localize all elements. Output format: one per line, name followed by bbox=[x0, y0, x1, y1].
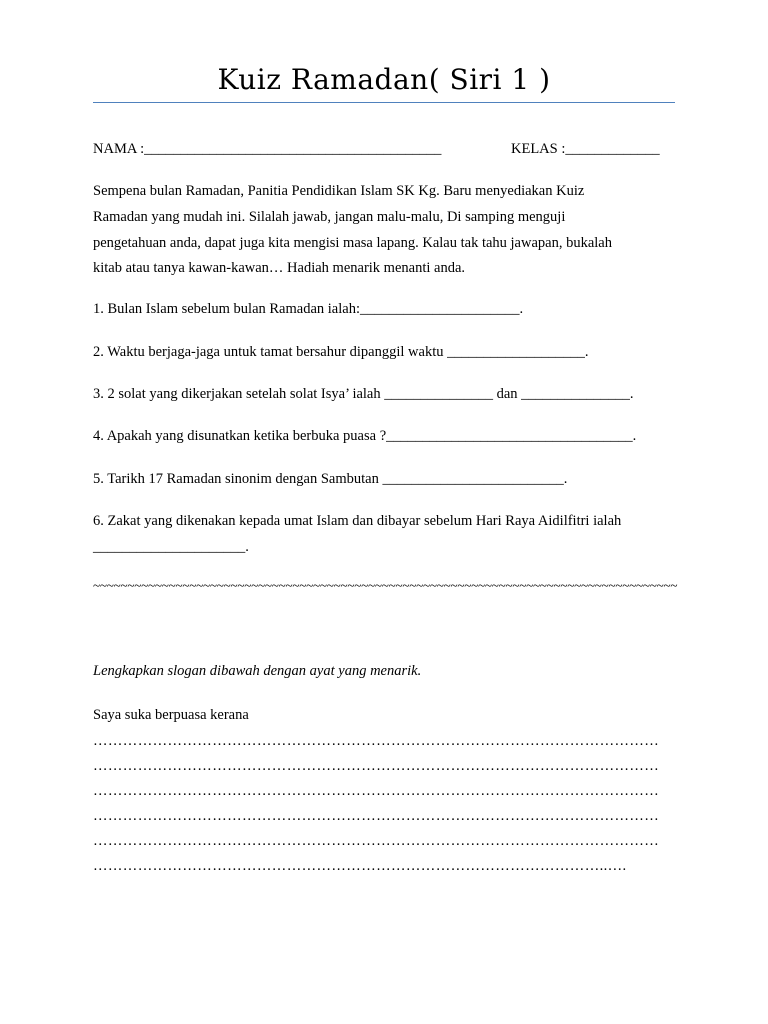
kelas-field: KELAS :_____________ bbox=[511, 141, 660, 157]
question-3: 3. 2 solat yang dikerjakan setelah solat Isya’ ialah _______________ dan _______________. bbox=[93, 386, 634, 402]
intro-line: Ramadan yang mudah ini. Silalah jawab, jangan malu-malu, Di samping menguji bbox=[93, 209, 566, 225]
intro-line: Sempena bulan Ramadan, Panitia Pendidikan Islam SK Kg. Baru menyediakan Kuiz bbox=[93, 183, 585, 199]
dotted-answer-line: …………………………………………………………………………………………………… bbox=[93, 783, 660, 799]
page-title: Kuiz Ramadan( Siri 1 ) bbox=[217, 63, 551, 96]
separator-line: ~~~~~~~~~~~~~~~~~~~~~~~~~~~~~~~~~~~~~~~~~~~~~~~~~~~~~~~~~~~~~~~~~~~~~~~~~~~~~~~~~~~~~ bbox=[93, 579, 678, 594]
title-underline bbox=[93, 102, 675, 103]
dotted-answer-line: …………………………………………………………………………………………………… bbox=[93, 808, 660, 824]
question-1: 1. Bulan Islam sebelum bulan Ramadan ialah:______________________. bbox=[93, 301, 524, 317]
question-2: 2. Waktu berjaga-jaga untuk tamat bersahur dipanggil waktu ___________________. bbox=[93, 344, 589, 360]
slogan-start: Saya suka berpuasa kerana bbox=[93, 707, 249, 723]
question-6: 6. Zakat yang dikenakan kepada umat Islam dan dibayar sebelum Hari Raya Aidilfitri ialah bbox=[93, 513, 622, 529]
nama-field: NAMA :_________________________________________ bbox=[93, 141, 442, 157]
dotted-answer-line: …………………………………………………………………………………………..…. bbox=[93, 858, 627, 874]
name-class-row bbox=[93, 140, 675, 158]
question-6-blank: _____________________. bbox=[93, 539, 249, 555]
intro-line: pengetahuan anda, dapat juga kita mengisi masa lapang. Kalau tak tahu jawapan, bukalah bbox=[93, 235, 612, 251]
intro-line: kitab atau tanya kawan-kawan… Hadiah menarik menanti anda. bbox=[93, 260, 466, 276]
dotted-answer-line: …………………………………………………………………………………………………… bbox=[93, 758, 660, 774]
question-5: 5. Tarikh 17 Ramadan sinonim dengan Sambutan _________________________. bbox=[93, 471, 568, 487]
question-4: 4. Apakah yang disunatkan ketika berbuka puasa ?__________________________________. bbox=[93, 428, 637, 444]
slogan-instruction: Lengkapkan slogan dibawah dengan ayat yang menarik. bbox=[93, 663, 422, 679]
dotted-answer-line: …………………………………………………………………………………………………… bbox=[93, 733, 660, 749]
dotted-answer-line: …………………………………………………………………………………………………… bbox=[93, 833, 660, 849]
